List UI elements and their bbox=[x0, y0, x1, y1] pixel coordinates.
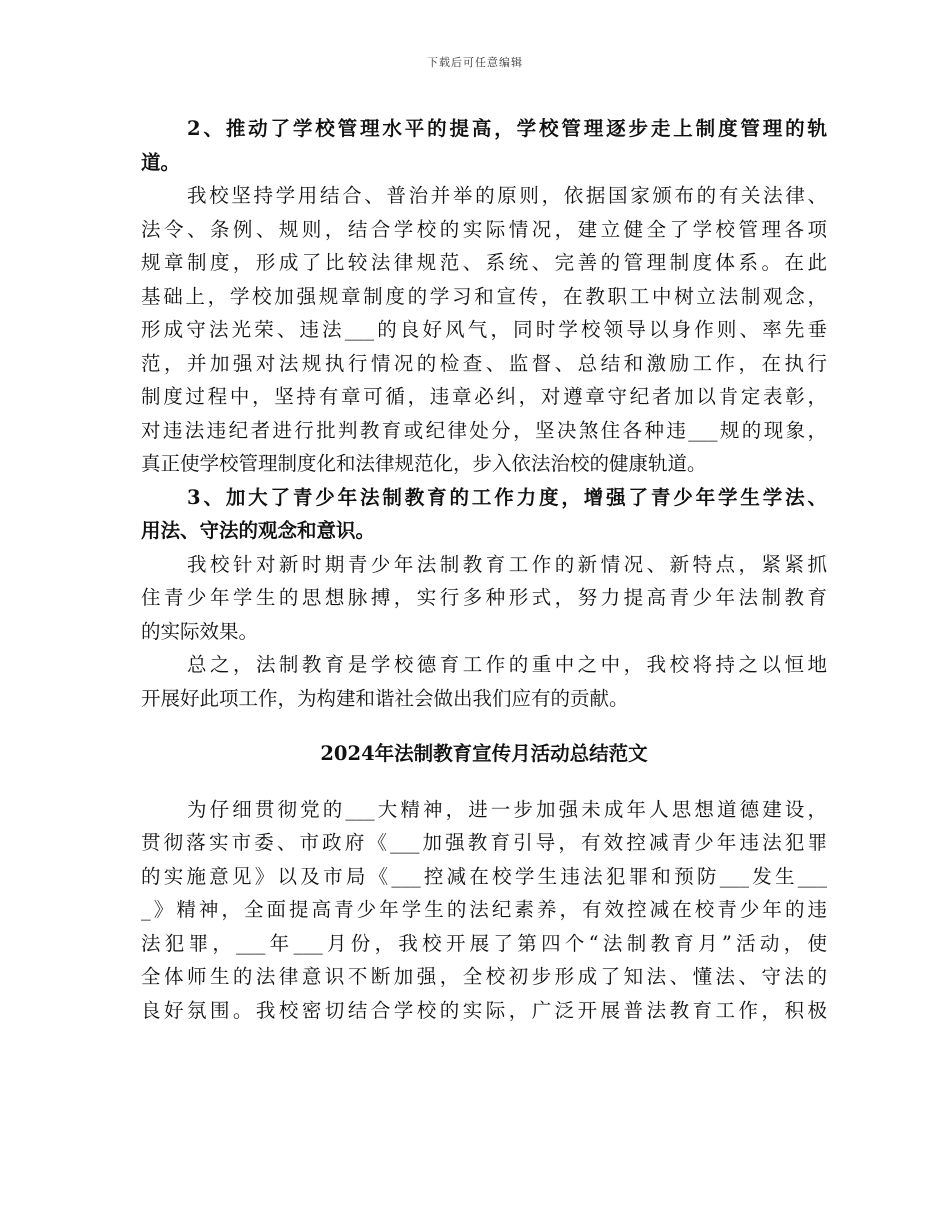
text-line: 良好氛围。我校密切结合学校的实际，广泛开展普法教育工作，积极 bbox=[141, 998, 827, 1022]
section-2-heading bbox=[141, 112, 827, 179]
text-line: 开展好此项工作，为构建和谐社会做出我们应有的贡献。 bbox=[141, 686, 629, 710]
summary-paragraph bbox=[141, 648, 827, 715]
text-line: 对违法违纪者进行批判教育或纪律处分，坚决煞住各种违___规的现象， bbox=[141, 418, 827, 442]
text-line: 真正使学校管理制度化和法律规范化，步入依法治校的健康轨道。 bbox=[141, 452, 707, 475]
document-title: 2024年法制教育宣传月活动总结范文 bbox=[320, 742, 648, 765]
text-line: 我校针对新时期青少年法制教育工作的新情况、新特点，紧紧抓 bbox=[187, 552, 827, 576]
text-line: 为仔细贯彻党的___大精神，进一步加强未成年人思想道德建设， bbox=[187, 797, 827, 821]
text-line: 道。 bbox=[141, 150, 181, 174]
text-line: 法令、条例、规则，结合学校的实际情况，建立健全了学校管理各项 bbox=[141, 217, 827, 241]
text-line: 3、加大了青少年法制教育的工作力度，增强了青少年学生学法、 bbox=[187, 485, 827, 509]
intro-paragraph bbox=[141, 793, 827, 1028]
text-line: 总之，法制教育是学校德育工作的重中之中，我校将持之以恒地 bbox=[187, 653, 827, 676]
text-line: 2、推动了学校管理水平的提高，学校管理逐步走上制度管理的轨 bbox=[187, 117, 827, 140]
text-line: 贯彻落实市委、市政府《___加强教育引导，有效控减青少年违法犯罪 bbox=[141, 831, 827, 854]
section-3-heading bbox=[141, 481, 827, 548]
page-header: 下载后可任意编辑 bbox=[427, 56, 523, 69]
text-line: 制度过程中，坚持有章可循，违章必纠，对遵章守纪者加以肯定表彰， bbox=[141, 385, 827, 408]
document-body bbox=[141, 112, 827, 1027]
section-2-paragraph bbox=[141, 179, 827, 481]
text-line: 全体师生的法律意识不断加强，全校初步形成了知法、懂法、守法的 bbox=[141, 965, 827, 988]
section-3-paragraph bbox=[141, 548, 827, 649]
text-line: 法犯罪，___年___月份，我校开展了第四个“法制教育月”活动，使 bbox=[141, 931, 827, 955]
text-line: 范，并加强对法规执行情况的检查、监督、总结和激励工作，在执行 bbox=[141, 351, 827, 375]
text-line: 用法、守法的观念和意识。 bbox=[141, 519, 376, 542]
text-line: 的实施意见》以及市局《___控减在校学生违法犯罪和预防___发生___ bbox=[141, 864, 827, 888]
text-line: 我校坚持学用结合、普治并举的原则，依据国家颁布的有关法律、 bbox=[187, 184, 827, 207]
text-line: 的实际效果。 bbox=[141, 619, 259, 643]
text-line: 规章制度，形成了比较法律规范、系统、完善的管理制度体系。在此 bbox=[141, 251, 827, 274]
text-line: _》精神，全面提高青少年学生的法纪素养，有效控减在校青少年的违 bbox=[141, 898, 827, 921]
text-line: 形成守法光荣、违法___的良好风气，同时学校领导以身作则、率先垂 bbox=[141, 318, 827, 341]
text-line: 基础上，学校加强规章制度的学习和宣传，在教职工中树立法制观念， bbox=[141, 284, 827, 308]
text-line: 住青少年学生的思想脉搏，实行多种形式，努力提高青少年法制教育 bbox=[141, 586, 827, 609]
